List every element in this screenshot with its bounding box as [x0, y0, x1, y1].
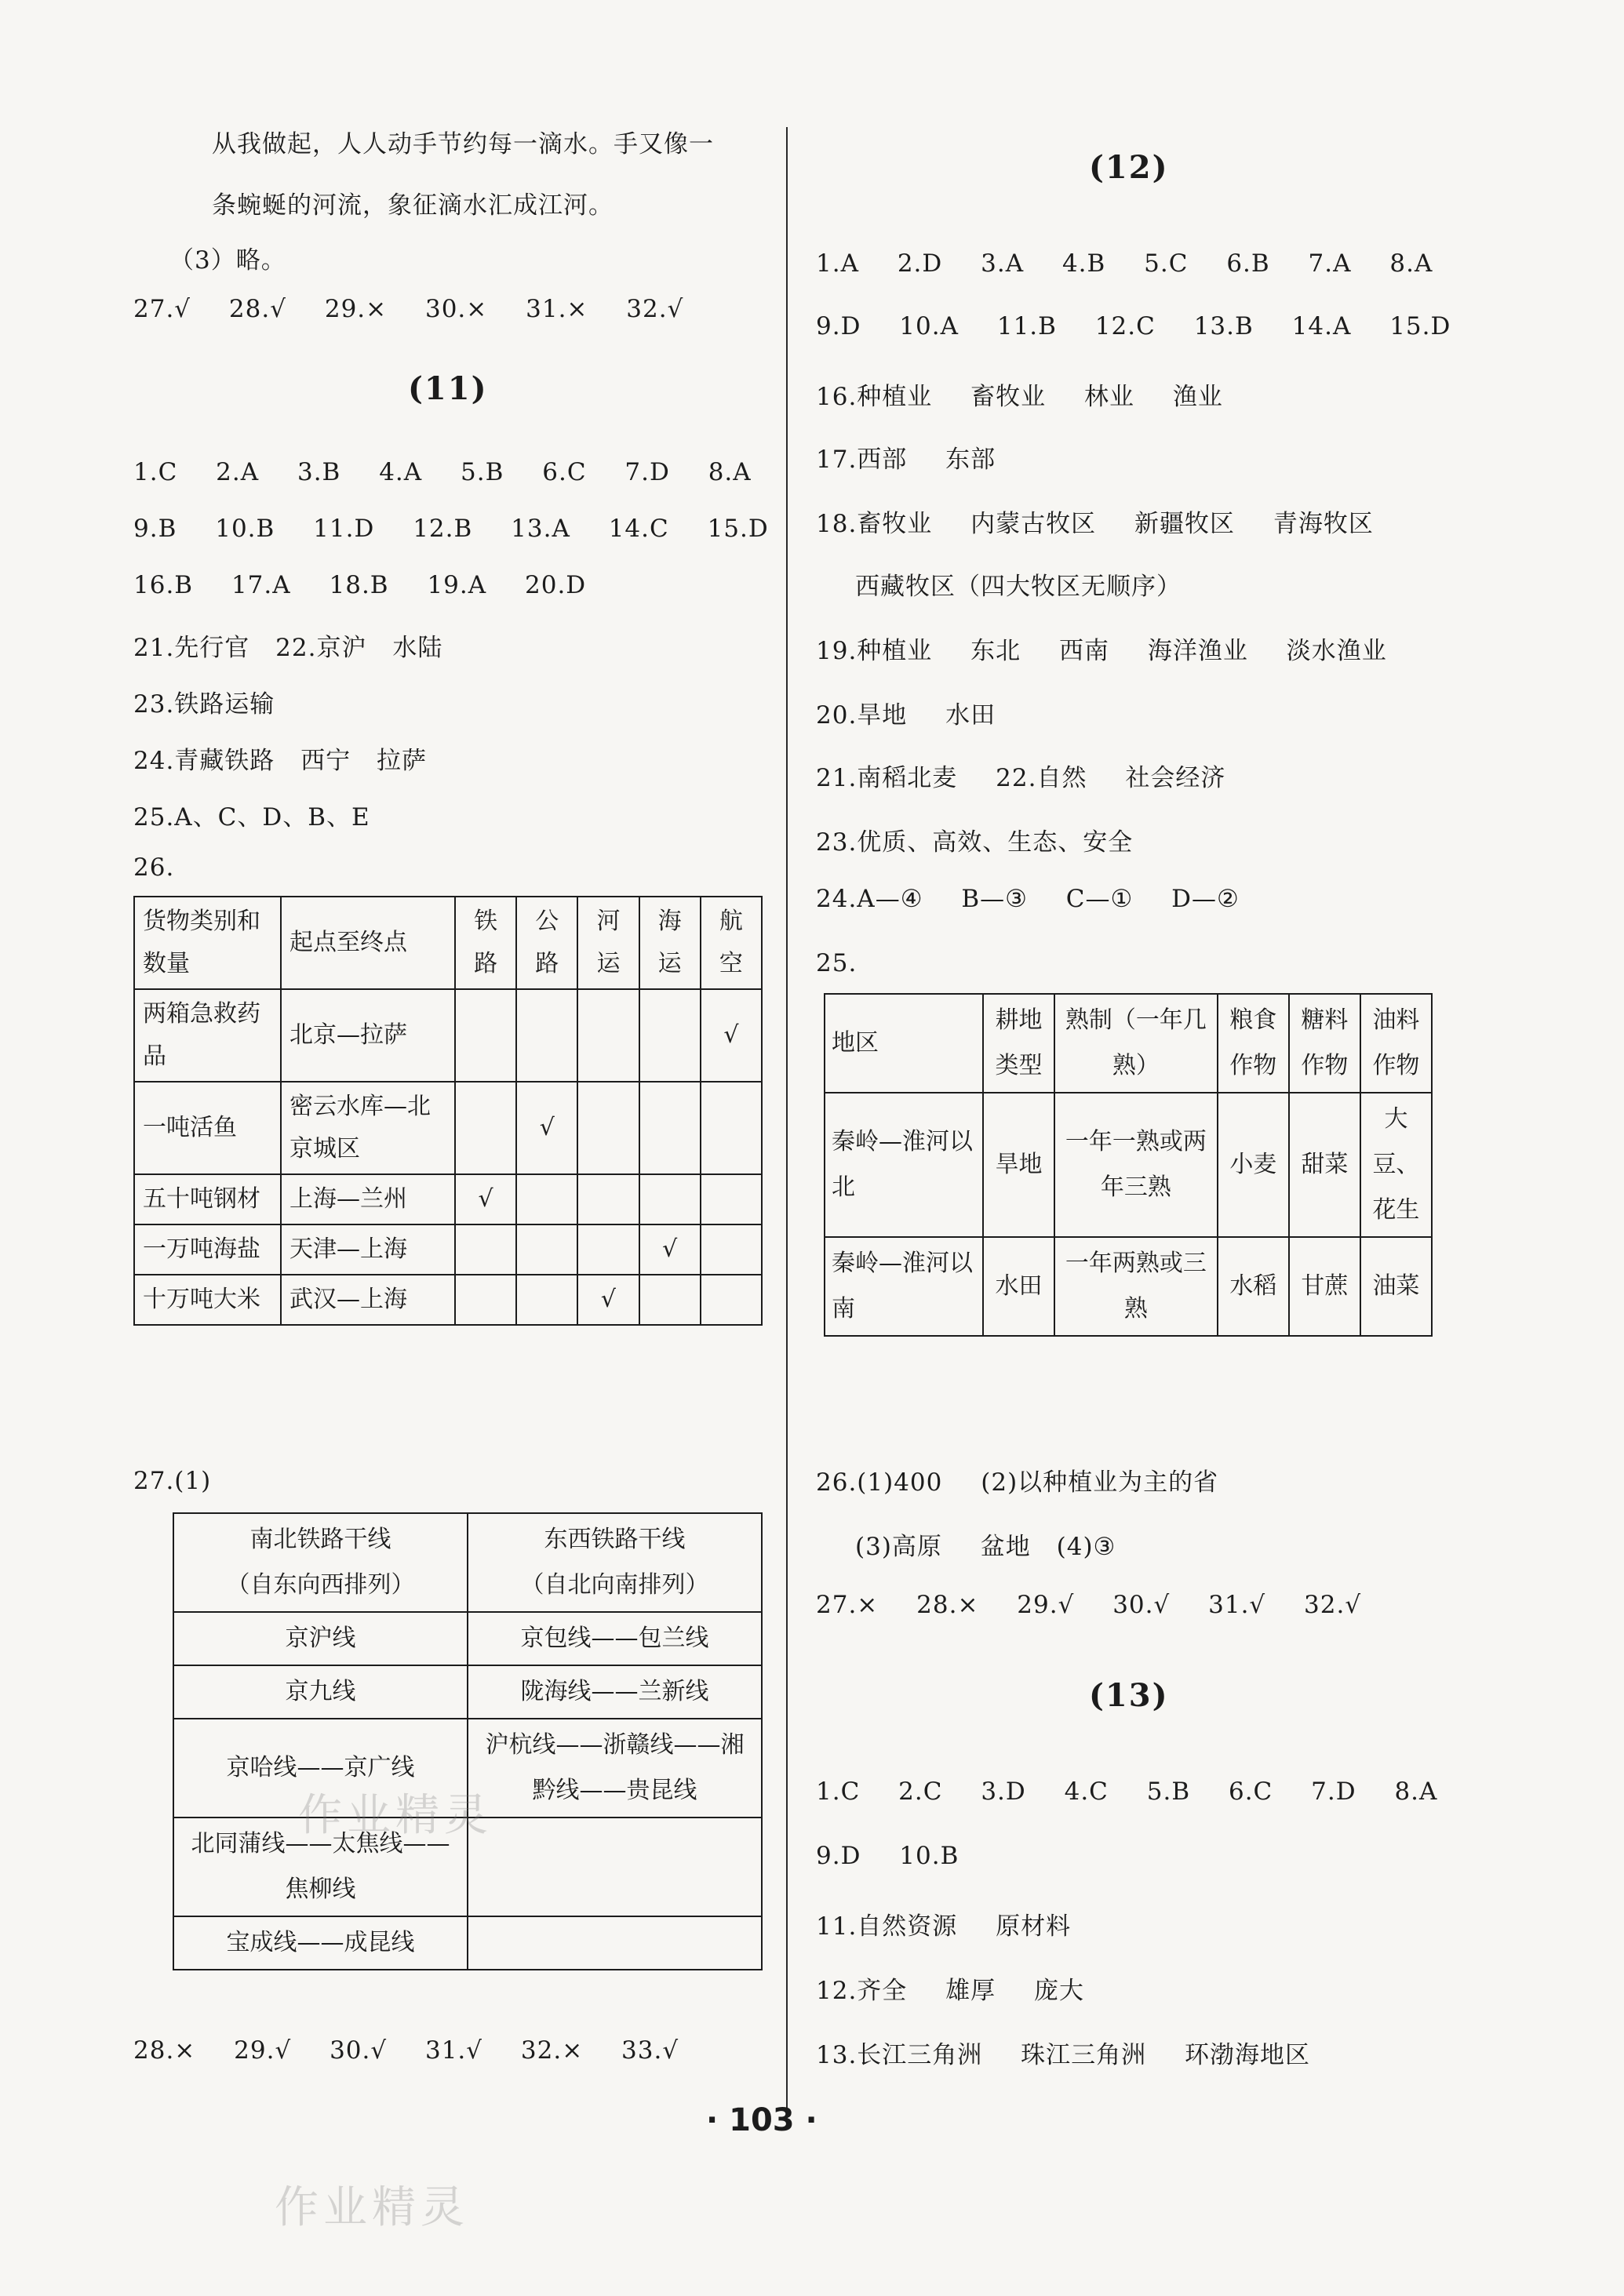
table-cell: 陇海线——兰新线: [468, 1665, 762, 1719]
table-cell: 秦岭—淮河以南: [825, 1237, 983, 1336]
answer-row: [816, 885, 1240, 913]
answer: 31.×: [526, 295, 588, 323]
answer-row: [133, 458, 752, 486]
answer-row: [133, 515, 769, 543]
answer: 30.√: [330, 2036, 388, 2065]
table-header-row: [134, 897, 762, 989]
answer: 28.√: [228, 295, 286, 323]
answer: 4.A: [379, 458, 423, 486]
answer-row: [133, 2036, 679, 2065]
answer: 5.B: [461, 458, 504, 486]
answer: 27.√: [133, 295, 191, 323]
answer: 雄厚: [945, 1977, 996, 2005]
answer: 社会经济: [1125, 764, 1226, 792]
answer-row: 23.铁路运输: [133, 690, 275, 719]
answer: 33.√: [621, 2036, 679, 2065]
table-cell: [701, 1224, 762, 1275]
answer: 渔业: [1172, 383, 1223, 411]
table-cell: 水田: [983, 1237, 1054, 1336]
answer: 19.A: [427, 571, 487, 599]
table-cell: √: [455, 1174, 516, 1224]
table-cell: 甜菜: [1289, 1093, 1360, 1237]
answer: 拉萨: [377, 747, 428, 775]
answer-row: [816, 504, 1374, 539]
answer: 16.B: [133, 571, 194, 599]
answer: 东北: [970, 637, 1021, 665]
table-cell: 一吨活鱼: [134, 1082, 281, 1174]
answer: 22.京沪: [275, 634, 367, 662]
table-cell: 北京—拉萨: [281, 989, 455, 1082]
answer: 31.√: [424, 2036, 483, 2065]
answer-row: 23.优质、高效、生态、安全: [816, 828, 1134, 857]
answer: 4.B: [1061, 249, 1106, 278]
table-cell: [701, 1082, 762, 1174]
answer-row: 27.(1): [133, 1467, 212, 1495]
answer: (2)以种植业为主的省: [981, 1468, 1219, 1497]
table-header: [468, 1513, 762, 1612]
table-cell: √: [701, 989, 762, 1082]
answer-row: [816, 377, 1223, 412]
answer-row: [133, 571, 586, 599]
section-heading-13: (13): [1089, 1677, 1169, 1714]
answer-row: [816, 312, 1451, 340]
answer: 12.B: [413, 515, 473, 543]
header-title: 东西铁路干线: [544, 1526, 686, 1553]
answer: 11.B: [996, 312, 1057, 340]
table-header: [173, 1513, 468, 1612]
answer: 29.×: [324, 295, 388, 323]
answer: 13.B: [1193, 312, 1254, 340]
answer: 13.长江三角洲: [816, 2041, 983, 2069]
table-header: 耕地类型: [983, 994, 1054, 1093]
railway-table: [173, 1512, 763, 1970]
table-cell: 京九线: [173, 1665, 468, 1719]
table-cell: [639, 1275, 701, 1325]
watermark: 作业精灵: [275, 2182, 469, 2233]
answer-row: [816, 1970, 1084, 2006]
answer: 1.C: [816, 1777, 861, 1806]
answer: 10.A: [899, 312, 959, 340]
table-cell: 大豆、花生: [1360, 1093, 1432, 1237]
answer-row: [816, 758, 1225, 793]
table-cell: 京哈线——京广线: [173, 1719, 468, 1818]
answer: 5.C: [1144, 249, 1189, 278]
table-cell: 油菜: [1360, 1237, 1432, 1336]
table-header: 熟制（一年几熟）: [1054, 994, 1218, 1093]
column-divider: [786, 127, 788, 2120]
watermark: 作业精灵: [298, 1790, 493, 1841]
table-cell: 密云水库—北京城区: [281, 1082, 455, 1174]
table-cell: 一年一熟或两年三熟: [1054, 1093, 1218, 1237]
table-cell: [701, 1174, 762, 1224]
text-line: （3）略。: [169, 246, 286, 275]
table-header: 河运: [577, 897, 639, 989]
answer: 8.A: [1394, 1777, 1438, 1806]
table-row: [134, 1224, 762, 1275]
answer: 淡水渔业: [1286, 637, 1387, 665]
table-cell: 旱地: [983, 1093, 1054, 1237]
answer: 18.畜牧业: [816, 510, 933, 538]
table-cell: 十万吨大米: [134, 1275, 281, 1325]
answer: 32.×: [520, 2036, 584, 2065]
answer: 10.B: [215, 515, 275, 543]
answer: 原材料: [996, 1912, 1072, 1941]
header-title: 南北铁路干线: [249, 1526, 391, 1553]
answer-row: [816, 249, 1433, 278]
answer: 环渤海地区: [1185, 2041, 1311, 2069]
answer: 14.C: [608, 515, 669, 543]
table-header: 航空: [701, 897, 762, 989]
table-cell: 京包线——包兰线: [468, 1612, 762, 1665]
answer: 29.√: [234, 2036, 292, 2065]
answer: 新疆牧区: [1134, 510, 1236, 538]
answer-row: [816, 439, 996, 475]
answer: 21.南稻北麦: [816, 764, 958, 792]
answer: 24.青藏铁路: [133, 747, 275, 775]
table-row: [134, 989, 762, 1082]
answer: 9.D: [816, 1842, 861, 1870]
table-cell: 小麦: [1218, 1093, 1289, 1237]
answer: 32.√: [626, 295, 684, 323]
table-header: 糖料作物: [1289, 994, 1360, 1093]
table-row: [825, 1093, 1432, 1237]
answer: 30.×: [424, 295, 488, 323]
answer: 17.A: [231, 571, 291, 599]
table-cell: 沪杭线——浙赣线——湘黔线——贵昆线: [468, 1719, 762, 1818]
answer: 31.√: [1208, 1591, 1266, 1619]
answer: 8.A: [1389, 249, 1433, 278]
section-heading-12: (12): [1089, 149, 1169, 186]
table-cell: [516, 1174, 577, 1224]
answer: 珠江三角洲: [1021, 2041, 1147, 2069]
answer: 10.B: [899, 1842, 959, 1870]
table-header: 铁路: [455, 897, 516, 989]
answer: 9.D: [816, 312, 861, 340]
table-cell: 宝成线——成昆线: [173, 1916, 468, 1970]
answer: 西南: [1059, 637, 1110, 665]
table-cell: 北同蒲线——太焦线——焦柳线: [173, 1818, 468, 1916]
answer: 西宁: [300, 747, 351, 775]
answer: 26.(1)400: [816, 1468, 943, 1497]
header-subtitle: （自东向西排列）: [226, 1571, 415, 1599]
table-cell: 一万吨海盐: [134, 1224, 281, 1275]
answer-row: 26.: [133, 853, 175, 882]
answer: 11.D: [313, 515, 375, 543]
answer-row: [133, 740, 427, 776]
answer: 盆地: [980, 1533, 1031, 1561]
table-cell: 两箱急救药品: [134, 989, 281, 1082]
answer: 畜牧业: [970, 383, 1047, 411]
answer: B—③: [961, 885, 1028, 913]
table-cell: 京沪线: [173, 1612, 468, 1665]
answer: (3)高原: [855, 1533, 942, 1561]
answer: 15.D: [1389, 312, 1451, 340]
table-cell: [455, 1275, 516, 1325]
answer: 1.C: [133, 458, 178, 486]
answer: 6.B: [1226, 249, 1270, 278]
table-cell: [639, 1174, 701, 1224]
answer-row: [133, 628, 442, 663]
section-heading-11: (11): [408, 370, 488, 407]
answer: 2.C: [898, 1777, 943, 1806]
table-cell: [455, 989, 516, 1082]
table-header: 公路: [516, 897, 577, 989]
answer: 6.C: [542, 458, 587, 486]
answer: 林业: [1084, 383, 1135, 411]
answer: 30.√: [1112, 1591, 1171, 1619]
table-cell: [516, 1224, 577, 1275]
answer: 28.×: [916, 1591, 979, 1619]
answer-row: [816, 695, 996, 730]
table-cell: 水稻: [1218, 1237, 1289, 1336]
answer: 20.D: [525, 571, 587, 599]
table-cell: √: [639, 1224, 701, 1275]
answer: 19.种植业: [816, 637, 933, 665]
answer-row: [816, 1591, 1361, 1619]
table-cell: [455, 1082, 516, 1174]
answer: 15.D: [707, 515, 769, 543]
answer: 32.√: [1304, 1591, 1362, 1619]
answer: 8.A: [708, 458, 752, 486]
answer-row: [133, 295, 683, 323]
table-cell: [639, 989, 701, 1082]
table-cell: 甘蔗: [1289, 1237, 1360, 1336]
answer: 24.A—④: [816, 885, 923, 913]
header-subtitle: （自北向南排列）: [520, 1571, 709, 1599]
table-row: [134, 1275, 762, 1325]
table-header: 货物类别和数量: [134, 897, 281, 989]
answer: 内蒙古牧区: [970, 510, 1097, 538]
answer-row: [816, 1462, 1218, 1497]
answer: 11.自然资源: [816, 1912, 958, 1941]
page-number: · 103 ·: [706, 2102, 817, 2138]
answer: 27.×: [816, 1591, 879, 1619]
answer: 12.齐全: [816, 1977, 908, 2005]
answer: 22.自然: [996, 764, 1087, 792]
table-cell: 武汉—上海: [281, 1275, 455, 1325]
answer-row: [816, 631, 1387, 666]
answer: 18.B: [329, 571, 389, 599]
table-cell: 上海—兰州: [281, 1174, 455, 1224]
table-cell: [516, 1275, 577, 1325]
answer: 28.×: [133, 2036, 196, 2065]
answer: 东部: [945, 446, 996, 474]
answer: 16.种植业: [816, 383, 933, 411]
table-cell: [455, 1224, 516, 1275]
answer-row: 西藏牧区（四大牧区无顺序）: [855, 573, 1182, 601]
answer: 庞大: [1034, 1977, 1085, 2005]
answer-row: [816, 1842, 959, 1870]
table-row: [173, 1665, 762, 1719]
table-cell: 天津—上海: [281, 1224, 455, 1275]
answer: 2.A: [216, 458, 260, 486]
answer: 水陆: [392, 634, 443, 662]
answer: D—②: [1171, 885, 1240, 913]
agriculture-table: [824, 993, 1433, 1337]
table-header: 起点至终点: [281, 897, 455, 989]
table-cell: 秦岭—淮河以北: [825, 1093, 983, 1237]
answer: 21.先行官: [133, 634, 250, 662]
answer: 3.B: [297, 458, 341, 486]
answer: 14.A: [1291, 312, 1352, 340]
answer: 2.D: [897, 249, 943, 278]
answer: 海洋渔业: [1147, 637, 1248, 665]
table-row: [825, 1237, 1432, 1336]
table-cell: [701, 1275, 762, 1325]
table-cell: [577, 989, 639, 1082]
table-row: [134, 1082, 762, 1174]
answer: 17.西部: [816, 446, 908, 474]
answer: 20.旱地: [816, 701, 908, 730]
text-line: 条蜿蜒的河流，象征滴水汇成江河。: [212, 191, 614, 220]
table-cell: [577, 1082, 639, 1174]
answer: 9.B: [133, 515, 177, 543]
table-header: 油料作物: [1360, 994, 1432, 1093]
answer: 水田: [945, 701, 996, 730]
answer-row: [855, 1526, 1116, 1562]
answer: (4)③: [1056, 1533, 1116, 1561]
table-cell: [468, 1818, 762, 1916]
answer: 7.D: [624, 458, 670, 486]
table-row: [134, 1174, 762, 1224]
answer-row: [816, 1906, 1071, 1941]
answer: 1.A: [816, 249, 859, 278]
table-cell: [516, 989, 577, 1082]
answer-row: 25.: [816, 949, 858, 977]
answer: 3.A: [981, 249, 1025, 278]
transport-table: [133, 896, 763, 1326]
table-header-row: [825, 994, 1432, 1093]
answer: 5.B: [1146, 1777, 1191, 1806]
answer: 7.A: [1308, 249, 1352, 278]
answer: 7.D: [1311, 1777, 1356, 1806]
table-cell: √: [516, 1082, 577, 1174]
table-header-row: [173, 1513, 762, 1612]
answer: 4.C: [1064, 1777, 1109, 1806]
table-cell: 一年两熟或三熟: [1054, 1237, 1218, 1336]
table-cell: [577, 1174, 639, 1224]
table-cell: [639, 1082, 701, 1174]
answer-row: [816, 2035, 1310, 2070]
table-cell: [577, 1224, 639, 1275]
table-row: [173, 1916, 762, 1970]
table-header: 地区: [825, 994, 983, 1093]
table-cell: 五十吨钢材: [134, 1174, 281, 1224]
answer: 13.A: [511, 515, 570, 543]
answer-row: [816, 1777, 1437, 1806]
answer: 12.C: [1094, 312, 1156, 340]
table-cell: [468, 1916, 762, 1970]
table-header: 海运: [639, 897, 701, 989]
answer-row: 25.A、C、D、B、E: [133, 803, 370, 831]
text-line: 从我做起，人人动手节约每一滴水。手又像一: [212, 130, 714, 158]
table-header: 粮食作物: [1218, 994, 1289, 1093]
table-row: [173, 1612, 762, 1665]
answer: 6.C: [1228, 1777, 1273, 1806]
answer: 3.D: [981, 1777, 1026, 1806]
table-cell: √: [577, 1275, 639, 1325]
answer: 青海牧区: [1273, 510, 1374, 538]
answer: C—①: [1065, 885, 1134, 913]
answer: 29.√: [1017, 1591, 1075, 1619]
